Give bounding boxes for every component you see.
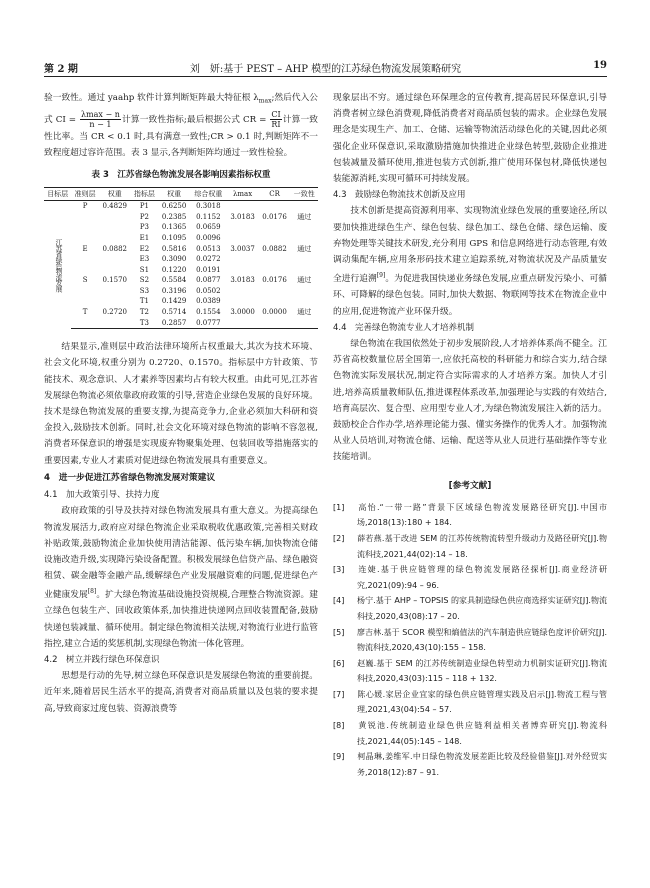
table-cell: 0.0882 xyxy=(102,244,127,253)
table-cell: 0.6250 xyxy=(161,202,187,211)
table-cell: 0.1365 xyxy=(161,223,187,232)
text-run: 计算一致性指标;最后根据公式 CR = xyxy=(121,114,267,125)
table-cell: S2 xyxy=(139,276,150,285)
header-rule xyxy=(44,76,607,77)
text-run: 政府政策的引导及扶持对绿色物流发展具有重大意义。为提高绿色物流发展活力,政府应对绿色物流企业采取税收优惠政策,完善相关财政补贴政策,鼓励物流企业加快使用清洁能源、低污染车辆,加快物流仓储设施改造升级,实现降污染设备配置。积极发展绿色信贷产品、绿色融资租赁、碳金融等金融产品,缓解绿色产业发展融资难的问题,促进绿色产业健康发展 xyxy=(44,506,318,601)
table-cell: 0.3196 xyxy=(161,286,187,295)
ci-denominator: n − 1 xyxy=(89,119,112,129)
table-cell xyxy=(99,222,131,233)
table-cell: P3 xyxy=(139,223,150,232)
table-header-cell: λmax xyxy=(227,187,259,201)
table-cell: 0.5714 xyxy=(161,308,187,317)
cr-fraction xyxy=(270,110,281,129)
table-cell: T2 xyxy=(139,308,149,317)
table-cell: T xyxy=(82,308,88,317)
talent-paragraph: 绿色物流在我国依然处于初步发展阶段,人才培养体系尚不健全。江苏省高校数量位居全国第一,应依托高校的科研能力和综合实力,结合绿色物流实际发展状况,制定符合实际需求的人才培养方案。加快人才引进,培养高质量教师队伍,推进课程体系改革,加强理论与实践的有效结合,培育高层次、复合型、应用型专业人才,为绿色物流发展注入新的活力。鼓励校企合作办学,培养理论能力强、懂实务操作的优秀人才。加强物流从业人员培训,对物流仓储、运输、配送等从业人员进行基础操作等专业技能培训。 xyxy=(333,338,607,463)
reference-item xyxy=(333,718,607,749)
table-cell: E3 xyxy=(139,255,150,264)
table-cell xyxy=(291,222,318,233)
table-cell: 0.0659 xyxy=(196,223,221,232)
technology-paragraph xyxy=(333,203,607,319)
table-cell xyxy=(71,254,98,265)
weights-table xyxy=(44,187,318,330)
table-row xyxy=(44,296,318,307)
table-cell: 0.4829 xyxy=(102,202,127,211)
table-caption: 表 3 江苏省绿色物流发展各影响因素指标权重 xyxy=(91,170,271,181)
table-cell: 通过 xyxy=(297,276,312,285)
table-row xyxy=(44,244,318,255)
table-cell: S3 xyxy=(139,286,150,295)
table-cell xyxy=(71,222,98,233)
table-cell xyxy=(227,318,259,329)
table-cell: 0.0502 xyxy=(196,286,221,295)
table-header-cell: 准则层 xyxy=(71,187,98,201)
table-cell: 0.1095 xyxy=(161,233,187,242)
text-run: 。扩大绿色物流基础设施投资规模,合理整合物流资源。建立绿色包装生产、回收政策体系,加快推进快递网点回收装置配备,鼓励快递包装减量、循环使用。制定绿色物流相关法规,对物流行业进行监管指控,建立合适的奖惩机制,实现绿色物流一体化管理。 xyxy=(44,590,318,649)
page-number: 19 xyxy=(593,60,607,71)
table-row xyxy=(44,254,318,265)
table-cell: 0.0389 xyxy=(196,297,221,306)
text-run: 验一致性。通过 yaahp 软件计算判断矩阵最大特征根 λ xyxy=(44,93,259,103)
table-row xyxy=(44,265,318,276)
left-column xyxy=(44,90,318,717)
reference-item xyxy=(333,562,607,593)
table-cell: 3.0183 xyxy=(230,212,255,221)
table-cell: 通过 xyxy=(297,212,312,221)
reference-item xyxy=(333,500,607,531)
reference-text: 薛若燕.基于改进 SEM 的江苏传统物流转型升级动力及路径研究[J].物流科技,2021,44(02):14 – 18. xyxy=(357,533,607,559)
reference-text: 廖吉林.基于 SCOR 模型和熵值法的汽车制造供应链绿色度评价研究[J].物流科技,2020,43(10):155 – 158. xyxy=(357,627,607,653)
table-cell: 0.0272 xyxy=(196,255,221,264)
table-cell xyxy=(99,296,131,307)
reference-text: 连婕.基于供应链管理的绿色物流发展路径探析[J].商业经济研究,2021(09):94 – 96. xyxy=(357,565,607,590)
reference-item xyxy=(333,625,607,656)
text-run: ;然后代入公式 CI = xyxy=(44,93,318,125)
table-cell: 通过 xyxy=(297,308,312,317)
table-cell xyxy=(227,201,259,212)
awareness-paragraph: 思想是行动的先导,树立绿色环保意识是发展绿色物流的重要前提。近年来,随着居民生活水平的提高,消费者对商品质量以及包装的要求提高,导致商家过度包装、资源浪费等 xyxy=(44,671,318,714)
table-cell: 0.0877 xyxy=(196,276,221,285)
reference-item xyxy=(333,687,607,718)
table-cell xyxy=(291,201,318,212)
section-4-1-heading: 4.1 加大政策引导、扶持力度 xyxy=(44,490,160,501)
results-paragraph: 结果显示,准则层中政治法律环境所占权重最大,其次为技术环境、社会文化环境,权重分别为 0.2720、0.1570。指标层中方针政策、节能技术、观念意识、人才素养等因素均占有较大权重。由此可见,江苏省发展绿色物流必须依靠政府政策的引导,营造企业绿色发展的良好环境。技术是绿色物流发展的重要支撑,为提高竞争力,企业必须加大科研和资金投入,鼓励技术创新。同时,社会文化环境对绿色物流的影响不容忽视,消费者环保意识的增强是实现废弃物聚集处理、包装回收等措施落实的重要因素,专业人才素质对促进绿色物流发展具有重要意义。 xyxy=(44,342,318,466)
reference-text: 黄锐池.传统制造业绿色供应链利益相关者博弈研究[J].物流科技,2021,44(05):145 – 148. xyxy=(357,721,607,746)
reference-index: [2] xyxy=(333,533,345,543)
reference-index: [6] xyxy=(333,658,345,668)
table-row xyxy=(44,201,318,212)
table-cell xyxy=(259,233,291,244)
table-cell xyxy=(259,222,291,233)
table-cell: 0.0777 xyxy=(190,318,227,329)
running-title: 刘 妍:基于 PEST – AHP 模型的江苏绿色物流发展策略研究 xyxy=(189,64,462,75)
table-cell xyxy=(99,254,131,265)
table-header-cell: CR xyxy=(259,187,291,201)
reference-index: [5] xyxy=(333,627,345,637)
table-cell: 0.1152 xyxy=(196,212,221,221)
table-header-cell: 目标层 xyxy=(44,187,71,201)
table-row xyxy=(44,222,318,233)
table-cell: 0.1220 xyxy=(161,265,187,274)
table-cell xyxy=(291,296,318,307)
table-cell xyxy=(259,296,291,307)
table-cell: P xyxy=(82,202,88,211)
citation-9: [9] xyxy=(376,272,386,280)
cr-numerator: CI xyxy=(271,109,281,119)
table-cell xyxy=(291,318,318,329)
table-cell: 3.0183 xyxy=(230,276,255,285)
cr-denominator: RI xyxy=(271,119,281,129)
table-cell: E2 xyxy=(139,244,150,253)
table-cell xyxy=(71,212,98,223)
reference-text: 杨宁.基于 AHP – TOPSIS 的家具制造绿色供应商选择实证研究[J].物流科技,2020,43(08):17 – 20. xyxy=(357,596,607,621)
table-row xyxy=(44,318,318,329)
table-cell xyxy=(227,296,259,307)
table-cell xyxy=(291,286,318,297)
table-cell xyxy=(227,222,259,233)
awareness-continued-paragraph: 现象层出不穷。通过绿色环保理念的宣传教育,提高居民环保意识,引导消费者树立绿色消费观,降低消费者对商品质包装的需求。企业绿色发展理念是实现生产、加工、仓储、运输等物流活动绿色化的关键,因此必须强化企业环保意识,采取激励措施加快推进企业绿色转型,鼓励企业推进包装减量及循环使用,推进包装方式创新,推广使用环保包材,降低快递包装能源消耗,实现可循环可持续发展。 xyxy=(333,93,607,185)
citation-8: [8] xyxy=(87,588,97,596)
reference-item xyxy=(333,531,607,562)
table-cell: 0.2720 xyxy=(102,308,127,317)
table-cell: T1 xyxy=(139,297,149,306)
reference-text: 赵巍.基于 SEM 的江苏传统制造业绿色转型动力机制实证研究[J].物流科技,2020,43(03):115 – 118 + 132. xyxy=(357,658,607,684)
table-cell: S1 xyxy=(139,265,150,274)
section-4-3-heading: 4.3 鼓励绿色物流技术创新及应用 xyxy=(333,190,466,201)
table-cell: 0.5816 xyxy=(161,244,187,253)
text-run: 。为促进我国快递业务绿色发展,应重点研发污染小、可循环、可降解的绿色包装。同时,加快大数据、物联网等技术在物流企业中的应用,促进物流产业环保升级。 xyxy=(333,274,607,317)
table-cell: 0.0176 xyxy=(262,276,287,285)
table-cell xyxy=(99,212,131,223)
table-cell xyxy=(71,286,98,297)
reference-index: [9] xyxy=(333,752,345,762)
table-cell xyxy=(259,254,291,265)
text-run: 技术创新是提高资源利用率、实现物流业绿色发展的重要途径,所以要加快推进绿色生产、绿色包装、绿色加工、绿色仓储、绿色运输、废弃物处理等关键技术研发,充分利用 GPS 和信息网络进行动态管理,有效调动集配车辆,应用条形码技术建立追踪系统,对物流状况及产品质量安全进行追溯 xyxy=(333,206,607,285)
table-cell: 通过 xyxy=(297,244,312,253)
table-header-cell: 指标层 xyxy=(131,187,158,201)
reference-index: [1] xyxy=(333,502,345,512)
table-row xyxy=(44,307,318,318)
table-cell: 0.5584 xyxy=(161,276,187,285)
table-cell: T3 xyxy=(131,318,158,329)
table-cell: 0.1570 xyxy=(102,276,127,285)
table-cell: 3.0037 xyxy=(230,244,255,253)
table-cell xyxy=(291,254,318,265)
table-cell xyxy=(99,318,131,329)
table-cell: 0.2385 xyxy=(161,212,187,221)
table-cell: 0.0191 xyxy=(196,265,221,274)
references-list xyxy=(333,500,607,781)
table-cell xyxy=(71,296,98,307)
table-cell: 0.0882 xyxy=(262,244,287,253)
table-row xyxy=(44,233,318,244)
table-row xyxy=(44,286,318,297)
table-cell xyxy=(227,286,259,297)
text-run: 计算一致性比率。当 CR < 0.1 时,具有满意一致性;CR > 0.1 时,判断矩阵不一致程度超过容许范围。表 3 显示,各判断矩阵均通过一致性检验。 xyxy=(44,114,318,159)
table-cell xyxy=(99,233,131,244)
table-row xyxy=(44,212,318,223)
table-row xyxy=(44,275,318,286)
table-cell: 0.0000 xyxy=(262,308,287,317)
references-title: [参考文献] xyxy=(448,480,492,491)
reference-text: 柯晶琳,姜维军.中日绿色物流发展差距比较及经验借鉴[J].对外经贸实务,2018(12):87 – 91. xyxy=(357,752,607,777)
reference-index: [4] xyxy=(333,596,345,606)
reference-item xyxy=(333,593,607,624)
table-cell xyxy=(227,265,259,276)
table-cell: 0.3018 xyxy=(196,202,221,211)
table-cell: 3.0000 xyxy=(230,308,255,317)
issue-label: 第 2 期 xyxy=(44,64,78,75)
reference-text: 高怡.“一带一路”背景下区域绿色物流发展路径研究[J].中国市场,2018(13):180 + 184. xyxy=(357,502,607,528)
table-cell: E1 xyxy=(139,233,150,242)
table-body xyxy=(44,201,318,329)
reference-text: 陈心媛.家居企业宜家的绿色供应链管理实践及启示[J].物流工程与管理,2021,43(04):54 – 57. xyxy=(357,689,607,715)
table-cell xyxy=(99,265,131,276)
table-cell xyxy=(99,286,131,297)
table-cell: 0.0176 xyxy=(262,212,287,221)
table-cell xyxy=(259,318,291,329)
table-cell xyxy=(259,201,291,212)
table-cell: 0.1429 xyxy=(161,297,187,306)
policy-paragraph xyxy=(44,503,318,652)
ci-numerator: λmax − n xyxy=(80,109,120,119)
table-cell xyxy=(259,265,291,276)
table-cell xyxy=(227,233,259,244)
reference-item xyxy=(333,749,607,780)
table-cell: 0.2857 xyxy=(158,318,190,329)
table-cell: 0.3090 xyxy=(161,255,187,264)
page-header xyxy=(44,58,607,74)
reference-index: [8] xyxy=(333,721,345,731)
table-header-row xyxy=(44,187,318,201)
table-header-cell: 一致性 xyxy=(291,187,318,201)
ci-fraction xyxy=(80,110,121,129)
table-cell xyxy=(227,254,259,265)
table-cell xyxy=(71,233,98,244)
lambda-subscript: max xyxy=(258,97,272,105)
section-4-heading: 4 进一步促进江苏省绿色物流发展对策建议 xyxy=(44,472,216,483)
table-header-cell: 权重 xyxy=(99,187,131,201)
table-cell xyxy=(291,265,318,276)
table-header-cell: 权重 xyxy=(158,187,190,201)
section-4-2-heading: 4.2 树立并践行绿色环保意识 xyxy=(44,655,160,666)
reference-item xyxy=(333,656,607,687)
reference-index: [3] xyxy=(333,565,345,575)
table-cell: E xyxy=(82,244,88,253)
target-layer-cell: 江苏省绿色物流发展 xyxy=(54,238,62,292)
section-4-4-heading: 4.4 完善绿色物流专业人才培养机制 xyxy=(333,322,475,333)
table-cell xyxy=(71,265,98,276)
table-header-cell: 综合权重 xyxy=(190,187,227,201)
right-column xyxy=(333,90,607,780)
table-cell: 0.0513 xyxy=(196,244,221,253)
table-cell: P1 xyxy=(139,202,150,211)
table-cell: P2 xyxy=(139,212,150,221)
table-cell xyxy=(259,286,291,297)
table-cell: 0.1554 xyxy=(196,308,221,317)
table-cell: S xyxy=(82,276,88,285)
table-cell xyxy=(71,318,98,329)
reference-index: [7] xyxy=(333,689,345,699)
formula-paragraph xyxy=(44,90,318,161)
table-cell xyxy=(291,233,318,244)
table-cell: 0.0096 xyxy=(196,233,221,242)
